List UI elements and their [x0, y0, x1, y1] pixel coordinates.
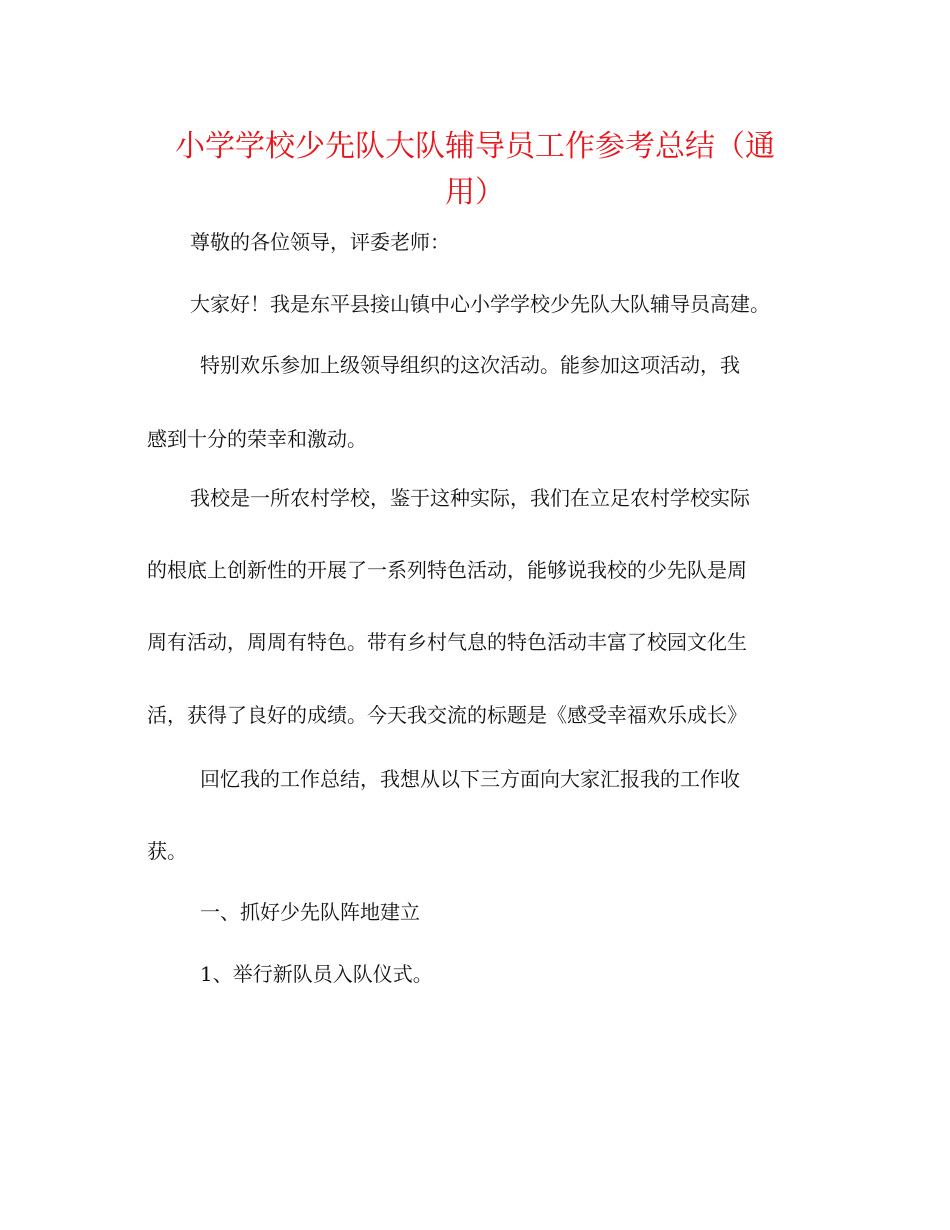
body-line: 活，获得了良好的成绩。今天我交流的标题是《感受幸福欢乐成长》 — [147, 703, 747, 727]
body-line: 我校是一所农村学校，鉴于这种实际，我们在立足农村学校实际 — [190, 486, 750, 510]
body-line: 特别欢乐参加上级领导组织的这次活动。能参加这项活动，我 — [200, 353, 740, 377]
body-line: 回忆我的工作总结，我想从以下三方面向大家汇报我的工作收 — [200, 767, 740, 791]
body-line: 的根底上创新性的开展了一系列特色活动，能够说我校的少先队是周 — [147, 558, 747, 582]
body-line: 周有活动，周周有特色。带有乡村气息的特色活动丰富了校园文化生 — [147, 630, 747, 654]
body-line: 大家好！我是东平县接山镇中心小学学校少先队大队辅导员高建。 — [190, 292, 770, 316]
section-heading: 一、抓好少先队阵地建立 — [200, 900, 420, 924]
body-line: 获。 — [147, 839, 187, 863]
document-title-line-1: 小学学校少先队大队辅导员工作参考总结（通 — [175, 129, 775, 164]
body-line: 感到十分的荣幸和激动。 — [147, 427, 367, 451]
document-title-line-2: 用） — [445, 175, 505, 210]
list-item: 1、举行新队员入队仪式。 — [200, 962, 433, 986]
salutation: 尊敬的各位领导，评委老师： — [190, 230, 450, 254]
